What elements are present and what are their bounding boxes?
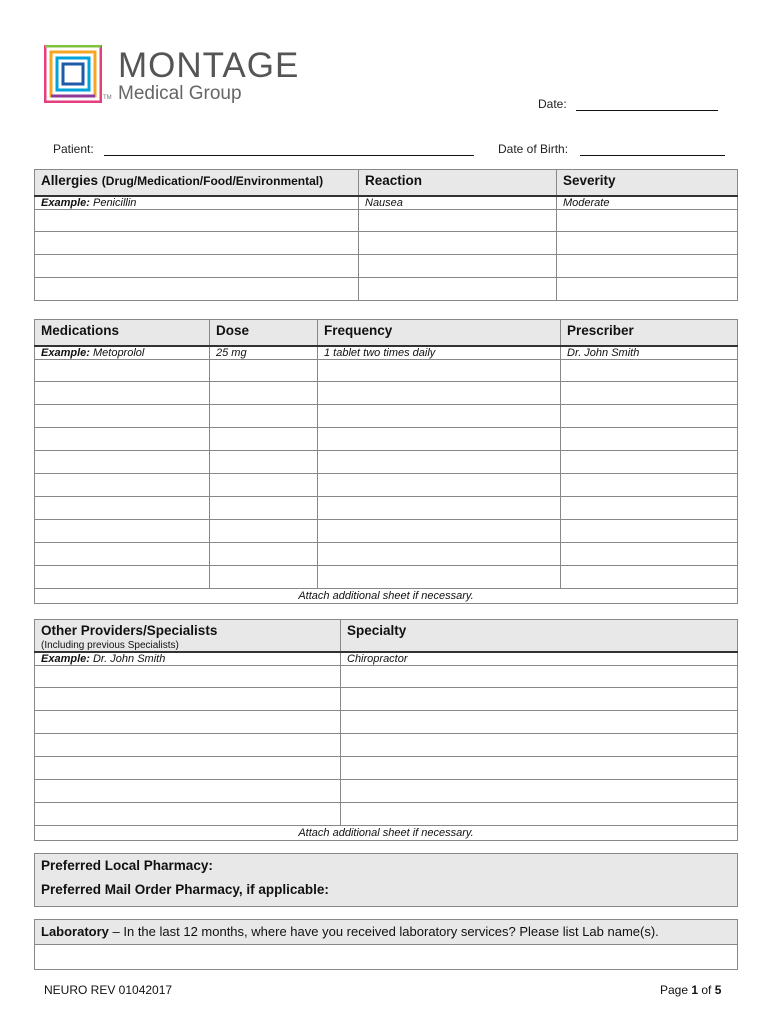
dose-header: Dose (210, 320, 318, 346)
table-row[interactable] (35, 231, 738, 254)
logo-trademark: TM (103, 95, 112, 101)
table-row[interactable] (35, 209, 738, 231)
severity-header: Severity (557, 170, 738, 196)
medications-header: Medications (35, 320, 210, 346)
providers-table (34, 619, 738, 841)
table-row[interactable] (35, 688, 738, 711)
table-row[interactable] (35, 473, 738, 496)
montage-logo-icon (44, 45, 102, 103)
table-row[interactable] (35, 254, 738, 277)
table-row[interactable] (35, 542, 738, 565)
table-row[interactable] (35, 277, 738, 300)
table-row[interactable] (35, 711, 738, 734)
allergies-example-row: Example: Penicillin Nausea Moderate (35, 196, 738, 210)
patient-label: Patient: (53, 142, 94, 156)
table-row[interactable] (35, 780, 738, 803)
medications-table (34, 319, 738, 604)
allergies-header: Allergies (Drug/Medication/Food/Environmental) (35, 170, 359, 196)
providers-example-row: Example: Dr. John Smith Chiropractor (35, 652, 738, 666)
medications-attach-note: Attach additional sheet if necessary. (35, 588, 738, 603)
providers-attach-note: Attach additional sheet if necessary. (35, 826, 738, 841)
logo-subtitle: Medical Group (118, 83, 242, 104)
allergies-table (34, 169, 738, 301)
laboratory-field[interactable] (34, 944, 738, 970)
mail-pharmacy-label[interactable]: Preferred Mail Order Pharmacy, if applicable: (41, 882, 329, 897)
table-row[interactable] (35, 757, 738, 780)
table-row[interactable] (35, 450, 738, 473)
reaction-header: Reaction (359, 170, 557, 196)
date-field[interactable] (576, 110, 718, 111)
specialty-header: Specialty (341, 620, 738, 653)
table-row[interactable] (35, 666, 738, 688)
providers-header: Other Providers/Specialists (Including previous Specialists) (35, 620, 341, 653)
medications-example-row: Example: Metoprolol 25 mg 1 tablet two times daily Dr. John Smith (35, 346, 738, 360)
table-row[interactable] (35, 565, 738, 588)
revision-code: NEURO REV 01042017 (44, 983, 173, 997)
date-label: Date: (538, 97, 567, 111)
table-row[interactable] (35, 519, 738, 542)
table-row[interactable] (35, 734, 738, 757)
dob-field[interactable] (580, 155, 725, 156)
laboratory-header (34, 919, 738, 945)
frequency-header: Frequency (318, 320, 561, 346)
patient-field[interactable] (104, 155, 474, 156)
laboratory-question: – In the last 12 months, where have you received laboratory services? Please list Lab name(s). (108, 924, 659, 939)
logo-wordmark: MONTAGE (118, 46, 300, 85)
table-row[interactable] (35, 803, 738, 826)
local-pharmacy-label[interactable]: Preferred Local Pharmacy: (41, 858, 213, 873)
table-row[interactable] (35, 381, 738, 404)
dob-label: Date of Birth: (498, 142, 569, 156)
laboratory-label: Laboratory (41, 924, 109, 939)
table-row[interactable] (35, 359, 738, 381)
table-row[interactable] (35, 404, 738, 427)
pharmacy-box (34, 853, 738, 907)
prescriber-header: Prescriber (561, 320, 738, 346)
table-row[interactable] (35, 496, 738, 519)
page-number: Page 1 of 5 (660, 983, 722, 997)
table-row[interactable] (35, 427, 738, 450)
